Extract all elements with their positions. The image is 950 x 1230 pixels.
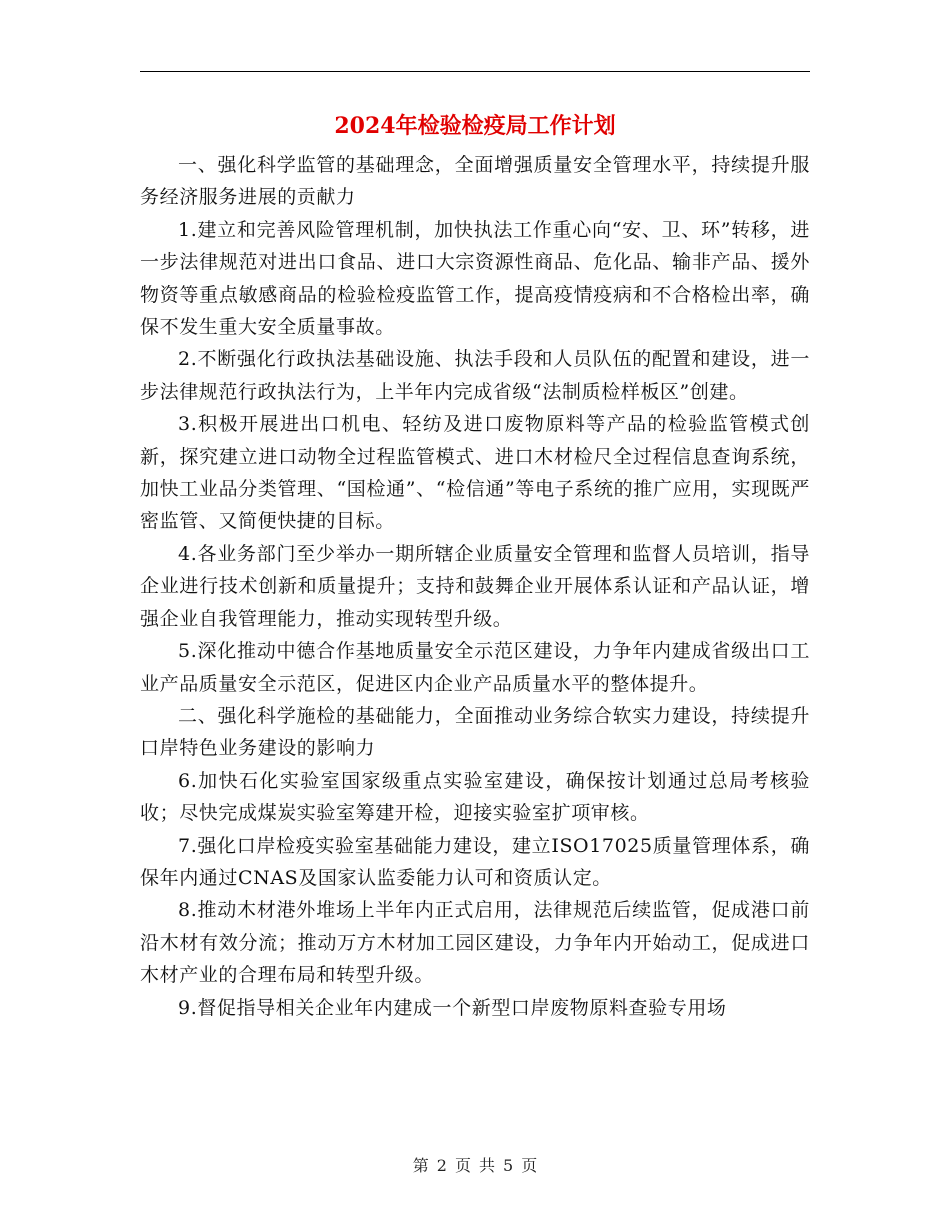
paragraph-item-6: 6.加快石化实验室国家级重点实验室建设，确保按计划通过总局考核验收；尽快完成煤炭实验室筹建开检，迎接实验室扩项审核。 — [140, 769, 810, 825]
section-heading-1: 一、强化科学监管的基础理念，全面增强质量安全管理水平，持续提升服务经济服务进展的贡献力 — [140, 154, 810, 209]
page-footer — [0, 1155, 950, 1177]
paragraph-item-7: 7.强化口岸检疫实验室基础能力建设，建立ISO17025质量管理体系，确保年内通过CNAS及国家认监委能力认可和资质认定。 — [140, 834, 810, 889]
paragraph-item-9: 9.督促指导相关企业年内建成一个新型口岸废物原料查验专用场 — [178, 996, 727, 1019]
footer-page-label: 第 — [412, 1156, 429, 1175]
footer-total-pages: 5 — [503, 1156, 514, 1175]
paragraph-item-4: 4.各业务部门至少举办一期所辖企业质量安全管理和监督人员培训，指导企业进行技术创新和质量提升；支持和鼓舞企业开展体系认证和产品认证，增强企业自我管理能力，推动实现转型升级。 — [140, 542, 810, 630]
header-rule — [140, 71, 810, 72]
paragraph-item-1: 1.建立和完善风险管理机制，加快执法工作重心向“安、卫、环”转移，进一步法律规范对进出口食品、进口大宗资源性商品、危化品、输非产品、援外物资等重点敏感商品的检验检疫监管工作，提高疫情疫病和不合格检出率，确保不发生重大安全质量事故。 — [140, 218, 810, 339]
document-body — [140, 149, 810, 1024]
paragraph-item-2: 2.不断强化行政执法基础设施、执法手段和人员队伍的配置和建设，进一步法律规范行政执法行为，上半年内完成省级“法制质检样板区”创建。 — [140, 348, 810, 403]
paragraph-item-3: 3.积极开展进出口机电、轻纺及进口废物原料等产品的检验监管模式创新，探究建立进口动物全过程监管模式、进口木材检尺全过程信息查询系统，加快工业品分类管理、“国检通”、“检信通”等电子系统的推广应用，实现既严密监管、又简便快捷的目标。 — [140, 413, 810, 533]
section-heading-2: 二、强化科学施检的基础能力，全面推动业务综合软实力建设，持续提升口岸特色业务建设的影响力 — [140, 704, 810, 760]
paragraph-item-5: 5.深化推动中德合作基地质量安全示范区建设，力争年内建成省级出口工业产品质量安全示范区，促进区内企业产品质量水平的整体提升。 — [140, 640, 810, 695]
document-title: 2024年检验检疫局工作计划 — [334, 113, 616, 139]
paragraph-item-8: 8.推动木材港外堆场上半年内正式启用，法律规范后续监管，促成港口前沿木材有效分流；推动万方木材加工园区建设，力争年内开始动工，促成进口木材产业的合理布局和转型升级。 — [140, 899, 810, 987]
footer-page-unit: 页 — [454, 1156, 471, 1175]
footer-page-number: 2 — [436, 1156, 447, 1175]
footer-total-label: 共 — [479, 1156, 496, 1175]
footer-total-unit: 页 — [521, 1156, 538, 1175]
